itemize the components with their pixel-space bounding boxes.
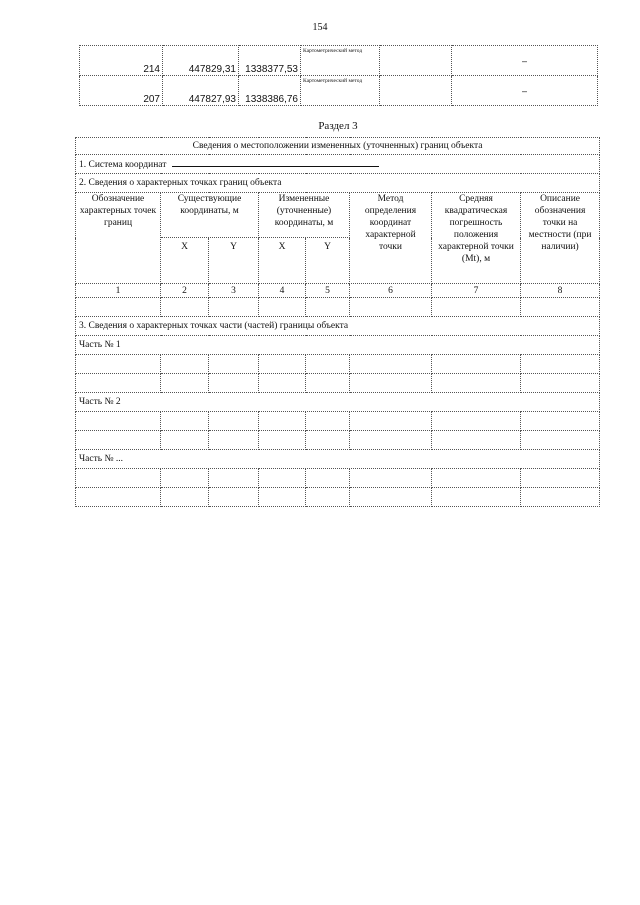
- table-title: Сведения о местоположении измененных (уточненных) границ объекта: [76, 138, 600, 155]
- table-row: [76, 412, 600, 431]
- description-cell: –: [452, 46, 598, 76]
- error-cell: [380, 76, 452, 106]
- changed-coordinates-header: Измененные (уточненные) координаты, м: [259, 193, 350, 238]
- table-row: [76, 298, 600, 317]
- continued-points-table: [79, 45, 598, 106]
- coordinate-system-label: 1. Система координат: [79, 160, 167, 170]
- point-number: 214: [80, 46, 163, 76]
- parts-header-row: [76, 317, 600, 336]
- section-title: Раздел 3: [318, 120, 358, 132]
- page-number: 154: [312, 22, 328, 33]
- x-header: X: [259, 238, 306, 284]
- table-row: [80, 46, 598, 76]
- method-header: Метод определения координат характерной точки: [350, 193, 432, 284]
- column-numbers-row: [76, 284, 600, 298]
- y-header: Y: [306, 238, 350, 284]
- y-coordinate: 1338386,76: [239, 76, 301, 106]
- column-number: 6: [350, 284, 432, 298]
- coordinate-system-blank: [172, 157, 379, 167]
- points-header-row: [76, 174, 600, 193]
- table-row: [76, 355, 600, 374]
- designation-header: Обозначение характерных точек границ: [76, 193, 161, 284]
- coordinate-system-cell: [76, 155, 600, 174]
- column-number: 7: [432, 284, 521, 298]
- description-header: Описание обозначения точки на местности (при наличии): [521, 193, 600, 284]
- part-label: Часть № 2: [76, 393, 600, 412]
- existing-coordinates-header: Существующие координаты, м: [161, 193, 259, 238]
- points-header: 2. Сведения о характерных точках границ объекта: [76, 174, 600, 193]
- part-label: Часть № ...: [76, 450, 600, 469]
- error-cell: [380, 46, 452, 76]
- coordinate-system-row: [76, 155, 600, 174]
- column-number: 5: [306, 284, 350, 298]
- boundaries-table: [75, 137, 600, 507]
- column-number: 1: [76, 284, 161, 298]
- table-row: [76, 469, 600, 488]
- table-row: [80, 76, 598, 106]
- method-cell: Картометрический метод: [301, 46, 380, 76]
- column-number: 2: [161, 284, 209, 298]
- point-number: 207: [80, 76, 163, 106]
- column-number: 8: [521, 284, 600, 298]
- x-header: X: [161, 238, 209, 284]
- description-cell: –: [452, 76, 598, 106]
- x-coordinate: 447827,93: [163, 76, 239, 106]
- table-row: [76, 374, 600, 393]
- table-title-row: [76, 138, 600, 155]
- method-cell: Картометрический метод: [301, 76, 380, 106]
- y-header: Y: [209, 238, 259, 284]
- column-number: 3: [209, 284, 259, 298]
- part-label: Часть № 1: [76, 336, 600, 355]
- part-label-row: [76, 393, 600, 412]
- table-row: [76, 488, 600, 507]
- y-coordinate: 1338377,53: [239, 46, 301, 76]
- parts-header: 3. Сведения о характерных точках части (частей) границы объекта: [76, 317, 600, 336]
- column-header-row: [76, 193, 600, 238]
- x-coordinate: 447829,31: [163, 46, 239, 76]
- error-header: Средняя квадратическая погрешность положения характерной точки (Mt), м: [432, 193, 521, 284]
- table-row: [76, 431, 600, 450]
- part-label-row: [76, 450, 600, 469]
- part-label-row: [76, 336, 600, 355]
- column-number: 4: [259, 284, 306, 298]
